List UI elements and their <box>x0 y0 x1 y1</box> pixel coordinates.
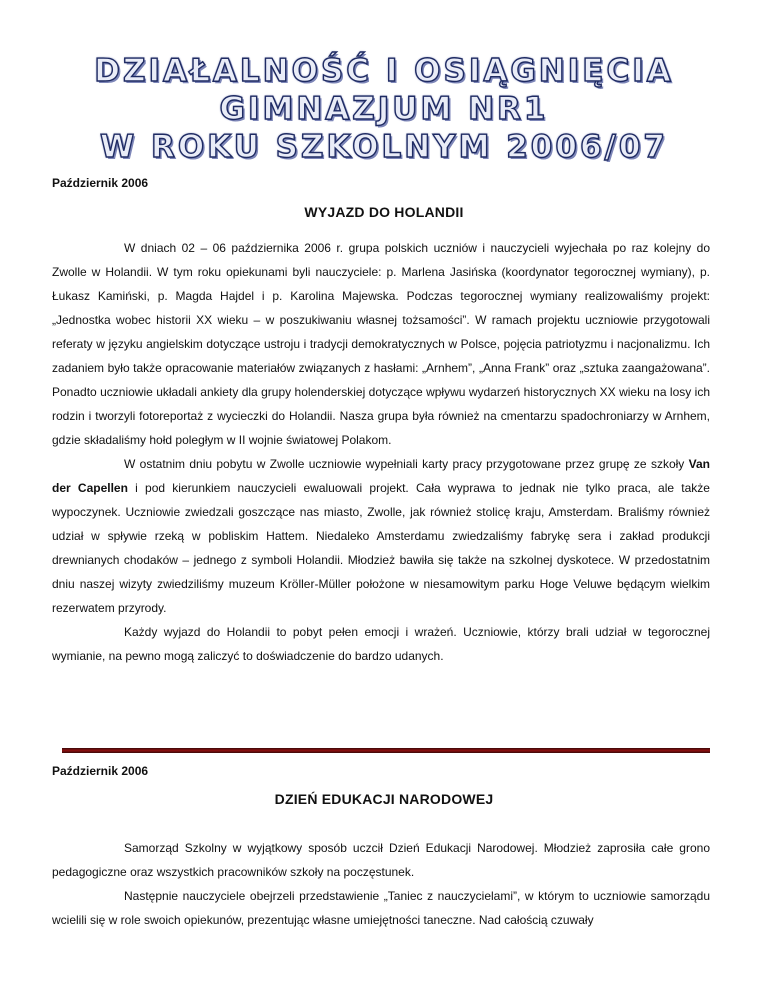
section-2-date: Październik 2006 <box>52 764 149 778</box>
paragraph-2-text-end: i pod kierunkiem nauczycieli ewaluowali projekt. Cała wyprawa to jednak nie tylko praca, ale także wypoczynek. Uczniowie zwiedzali goszczące nas miasto, Zwolle, jak również stolicę kraju, Amsterdam. Braliśmy również udział w spływie rzeką w pobliskim Hattem. Niedaleko Amsterdamu zwiedzaliśmy fabrykę sera i zakład produkcji drewnianych chodaków – jednego z symboli Holandii. Młodzież bawiła się także na szkolnej dyskotece. W przedostatnim dniu naszej wizyty zwiedziliśmy muzeum Kröller-Müller położone w niesamowitym parku Hoge Veluwe będącym wielkim rezerwatem przyrody. <box>52 481 710 615</box>
section-2-heading: DZIEŃ EDUKACJI NARODOWEJ <box>274 791 494 807</box>
banner-line-2: W ROKU SZKOLNYM 2006/07 <box>100 129 668 165</box>
section-1-paragraph-3: Każdy wyjazd do Holandii to pobyt pełen emocji i wrażeń. Uczniowie, którzy brali udział w tegorocznej wymianie, na pewno mogą zaliczyć to doświadczenie do bardzo udanych. <box>52 625 710 663</box>
section-2-paragraph-1: Samorząd Szkolny w wyjątkowy sposób uczcił Dzień Edukacji Narodowej. Młodzież zaprosiła całe grono pedagogiczne oraz wszystkich pracowników szkoły na poczęstunek. <box>52 841 710 879</box>
paragraph-2-text-start: W ostatnim dniu pobytu w Zwolle uczniowie wypełniali karty pracy przygotowane przez grupę ze szkoły <box>124 457 685 471</box>
section-1-paragraph-1: W dniach 02 – 06 października 2006 r. grupa polskich uczniów i nauczycieli wyjechała po raz kolejny do Zwolle w Holandii. W tym roku opiekunami byli nauczyciele: p. Marlena Jasińska (koordynator tegorocznej wymiany), p. Łukasz Kamiński, p. Magda Hajdel i p. Karolina Majewska. Podczas tegorocznej wymiany realizowaliśmy projekt: „Jednostka wobec historii XX wieku – w poszukiwaniu własnej tożsamości”. W ramach projektu uczniowie przygotowali referaty w języku angielskim dotyczące ustroju i tradycji demokratycznych w Polsce, pojęcia patriotyzmu i nacjonalizmu. Ich zadaniem było także opracowanie materiałów związanych z hasłami: „Arnhem”, „Anna Frank” oraz „sztuka zaangażowana”. Ponadto uczniowie układali ankiety dla grupy holenderskiej dotyczące wpływu wydarzeń historycznych XX wieku na losy ich rodzin i tworzyli fotoreportaż z wycieczki do Holandii. Nasza grupa była również na cmentarzu spadochroniarzy w Arnhem, gdzie składaliśmy hołd poległym w II wojnie światowej Polakom. <box>52 241 710 447</box>
banner-line-1: DZIAŁALNOŚĆ I OSIĄGNIĘCIA GIMNAZJUM NR1 <box>94 53 674 127</box>
section-1-body <box>52 236 710 668</box>
section-divider <box>62 748 710 753</box>
section-1-heading: WYJAZD DO HOLANDII <box>304 204 464 220</box>
section-2-body <box>52 836 710 932</box>
section-2-paragraph-2: Następnie nauczyciele obejrzeli przedstawienie „Taniec z nauczycielami”, w którym to uczniowie samorządu wcielili się w role swoich opiekunów, prezentując własne umiejętności taneczne. Nad całością czuwały <box>52 889 710 927</box>
document-banner-title <box>0 52 768 166</box>
school-name: Van der Capellen <box>52 457 710 495</box>
section-1-paragraph-2 <box>52 452 710 620</box>
section-1-date: Październik 2006 <box>52 176 149 190</box>
